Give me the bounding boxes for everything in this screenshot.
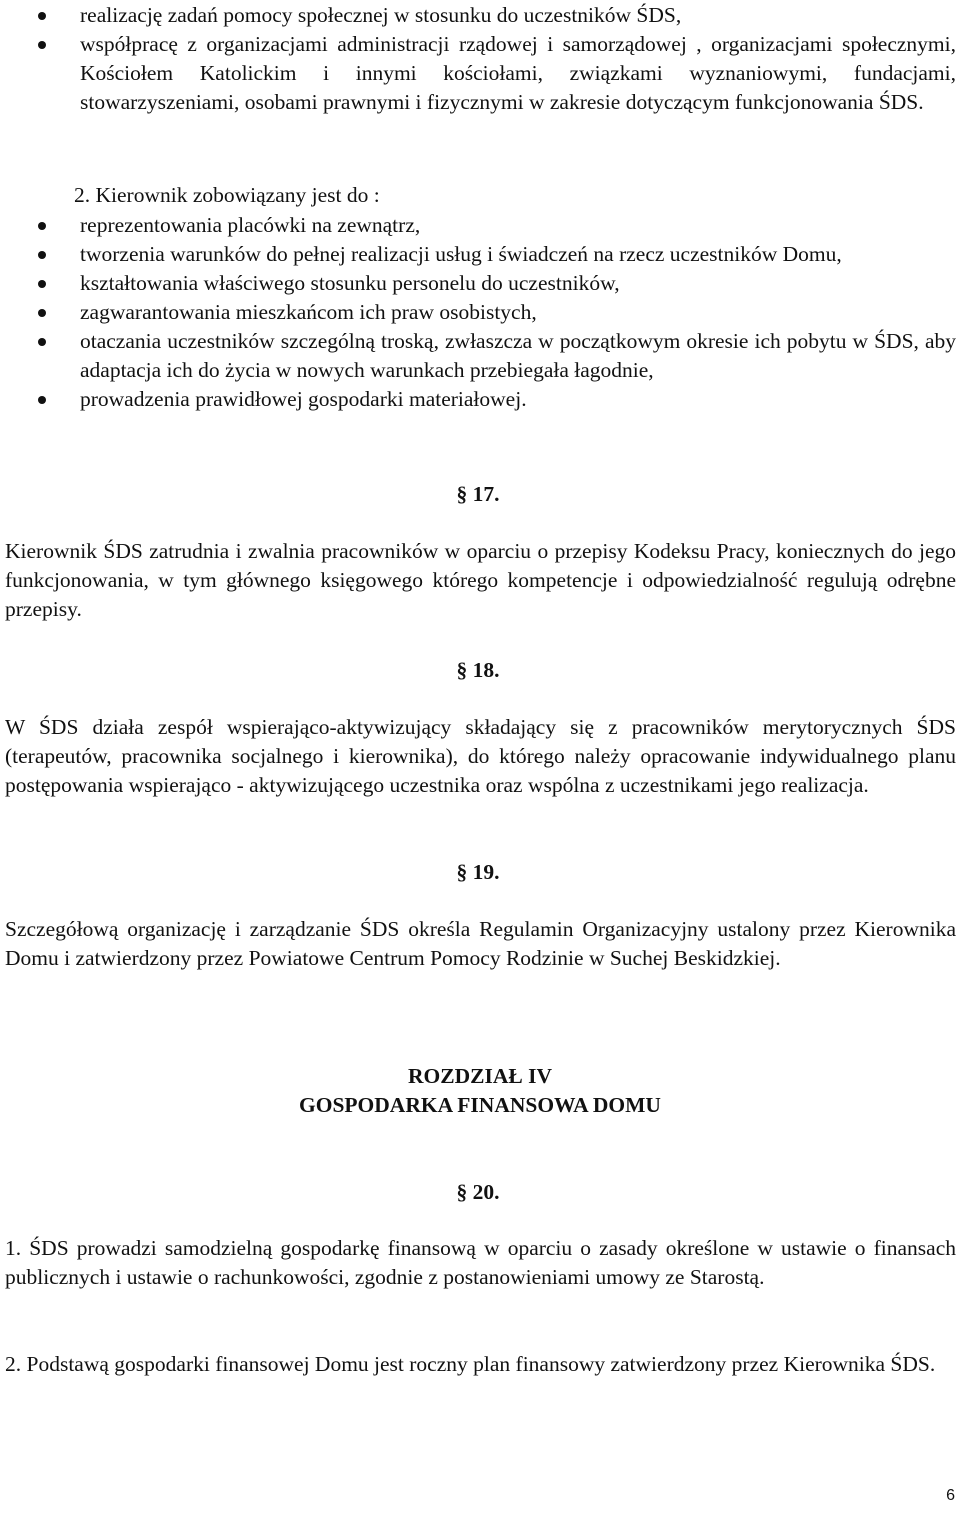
- bullet-icon: [38, 396, 46, 404]
- list-item: tworzenia warunków do pełnej realizacji usług i świadczeń na rzecz uczestników Domu,: [5, 240, 956, 269]
- bullet-icon: [38, 12, 46, 20]
- chapter-title: ROZDZIAŁ IV: [408, 1064, 552, 1088]
- list-item: zagwarantowania mieszkańcom ich praw osobistych,: [5, 298, 956, 327]
- section-18-heading: § 18.: [456, 658, 500, 682]
- section-19-paragraph: Szczegółową organizację i zarządzanie ŚDS określa Regulamin Organizacyjny ustalony przez Kierownika Domu i zatwierdzony przez Powiatowe Centrum Pomocy Rodzinie w Suchej Beskidzkiej.: [5, 917, 956, 970]
- chapter-subtitle: GOSPODARKA FINANSOWA DOMU: [299, 1093, 661, 1117]
- bullet-icon: [38, 338, 46, 346]
- item2-bullet-list: [5, 211, 956, 414]
- section-20-paragraph-2: 2. Podstawą gospodarki finansowej Domu jest roczny plan finansowy zatwierdzony przez Kierownika ŚDS.: [5, 1352, 936, 1376]
- item2-heading: 2. Kierownik zobowiązany jest do :: [74, 183, 380, 207]
- bullet-icon: [38, 41, 46, 49]
- page-number: 6: [946, 1487, 955, 1504]
- section-19-heading: § 19.: [456, 860, 500, 884]
- bullet-icon: [38, 280, 46, 288]
- bullet-icon: [38, 309, 46, 317]
- top-bullet-list: [5, 1, 956, 117]
- section-20-heading: § 20.: [456, 1180, 500, 1204]
- list-item: reprezentowania placówki na zewnątrz,: [5, 211, 956, 240]
- bullet-icon: [38, 222, 46, 230]
- list-item: realizację zadań pomocy społecznej w stosunku do uczestników ŚDS,: [5, 1, 956, 30]
- list-item: prowadzenia prawidłowej gospodarki materiałowej.: [5, 385, 956, 414]
- section-17-heading: § 17.: [456, 482, 500, 506]
- list-item: otaczania uczestników szczególną troską, zwłaszcza w początkowym okresie ich pobytu w ŚDS, aby adaptacja ich do życia w nowych warunkach przebiegała łagodnie,: [5, 327, 956, 385]
- section-18-paragraph: W ŚDS działa zespół wspierająco-aktywizujący składający się z pracowników merytorycznych ŚDS (terapeutów, pracownika socjalnego i kierownika), do którego należy opracowanie indywidualnego planu postępowania wspierająco - aktywizującego uczestnika oraz wspólna z uczestnikami jego realizacja.: [5, 715, 956, 797]
- section-17-paragraph: Kierownik ŚDS zatrudnia i zwalnia pracowników w oparciu o przepisy Kodeksu Pracy, koniecznych do jego funkcjonowania, w tym głównego księgowego którego kompetencje i odpowiedzialność regulują odrębne przepisy.: [5, 539, 956, 621]
- section-20-paragraph-1: 1. ŚDS prowadzi samodzielną gospodarkę finansową w oparciu o zasady określone w ustawie o finansach publicznych i ustawie o rachunkowości, zgodnie z postanowieniami umowy ze Starostą.: [5, 1236, 956, 1289]
- list-item: kształtowania właściwego stosunku personelu do uczestników,: [5, 269, 956, 298]
- list-item: współpracę z organizacjami administracji rządowej i samorządowej , organizacjami społecznymi, Kościołem Katolickim i innymi kościołami, związkami wyznaniowymi, fundacjami, stowarzyszeniami, osobami prawnymi i fizycznymi w zakresie dotyczącym funkcjonowania ŚDS.: [5, 30, 956, 117]
- bullet-icon: [38, 251, 46, 259]
